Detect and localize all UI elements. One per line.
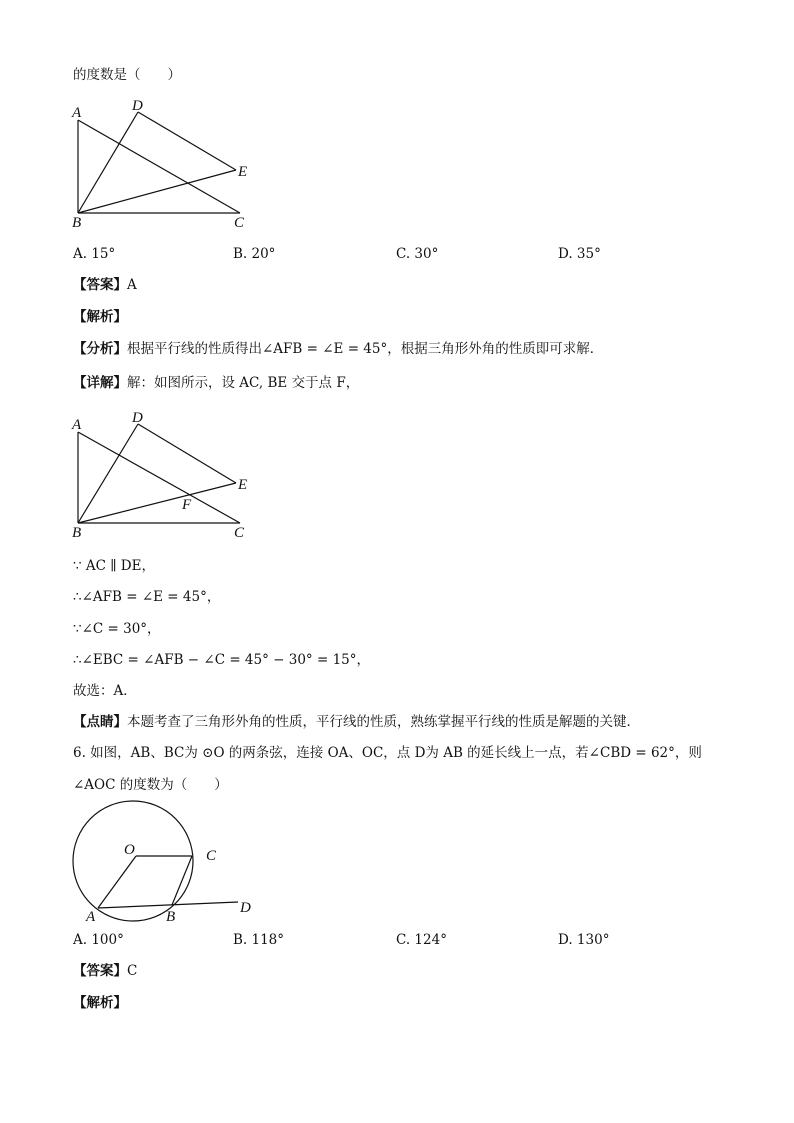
q5-step-1: ∵ AC ∥ DE， [73, 558, 155, 574]
q5-option-a: A. 15° [73, 246, 116, 262]
segment-oa [98, 856, 136, 908]
label-a: A [72, 105, 82, 121]
comment-tag: 【点睛】 [73, 714, 127, 730]
segment-bc [172, 856, 192, 905]
label-d: D [132, 98, 143, 114]
fenxi-text: 根据平行线的性质得出∠AFB = ∠E = 45°，根据三角形外角的性质即可求解． [127, 341, 604, 357]
q5-answer-line [73, 276, 137, 294]
label-a: A [86, 909, 96, 925]
label-b: B [72, 525, 82, 541]
analysis-tag: 【解析】 [73, 309, 127, 325]
segment-ad [98, 902, 238, 908]
segment-bd [78, 112, 138, 213]
answer-value: C [127, 963, 138, 979]
label-d: D [240, 900, 251, 916]
label-c: C [206, 848, 217, 864]
segment-de [138, 112, 236, 170]
q6-option-d: D. 130° [558, 932, 610, 948]
q5-comment-line [73, 713, 640, 731]
segment-ac [78, 120, 240, 213]
segment-bd [78, 424, 138, 523]
q5-step-4: ∴∠EBC = ∠AFB − ∠C = 45° − 30° = 15°， [73, 652, 370, 668]
q5-step-5: 故选：A． [73, 683, 137, 699]
q6-option-b: B. 118° [233, 932, 285, 948]
q5-option-b: B. 20° [233, 246, 276, 262]
detail-text: 解：如图所示，设 AC, BE 交于点 F， [127, 375, 360, 391]
label-f: F [182, 497, 192, 513]
answer-tag: 【答案】 [73, 277, 127, 293]
label-o: O [124, 842, 135, 858]
segment-be [78, 170, 236, 213]
label-a: A [72, 417, 82, 433]
label-c: C [234, 525, 245, 541]
q5-figure-2 [60, 405, 260, 545]
label-c: C [234, 215, 245, 231]
fenxi-tag: 【分析】 [73, 341, 127, 357]
analysis-tag: 【解析】 [73, 995, 127, 1011]
q5-detail-line [73, 374, 359, 392]
q6-analysis-line [73, 994, 127, 1012]
q6-option-c: C. 124° [396, 932, 447, 948]
q5-option-c: C. 30° [396, 246, 439, 262]
q5-figure-1 [60, 95, 260, 235]
label-b: B [72, 215, 82, 231]
label-e: E [238, 477, 248, 493]
segment-ac [78, 432, 240, 523]
label-d: D [132, 410, 143, 426]
label-e: E [238, 164, 248, 180]
q6-circle-figure [60, 798, 280, 928]
segment-be [78, 483, 236, 523]
q6-stem-line-2: ∠AOC 的度数为（ ） [73, 777, 228, 793]
answer-tag: 【答案】 [73, 963, 127, 979]
q6-stem-line-1: 6. 如图，AB、BC为 ⊙O 的两条弦，连接 OA、OC，点 D为 AB 的延长线上一点，若∠CBD = 62°，则 [73, 745, 702, 761]
q5-option-d: D. 35° [558, 246, 601, 262]
q5-step-2: ∴∠AFB = ∠E = 45°， [73, 589, 221, 605]
q5-stem-tail: 的度数是（ ） [73, 67, 181, 83]
q5-analysis-tag [73, 308, 127, 326]
detail-tag: 【详解】 [73, 375, 127, 391]
answer-value: A [127, 277, 137, 293]
q5-fenxi-line [73, 340, 603, 358]
comment-text: 本题考查了三角形外角的性质，平行线的性质，熟练掌握平行线的性质是解题的关键． [127, 714, 640, 730]
q5-step-3: ∵∠C = 30°， [73, 621, 161, 637]
label-b: B [166, 909, 176, 925]
q6-option-a: A. 100° [73, 932, 124, 948]
q6-answer-line [73, 962, 137, 980]
